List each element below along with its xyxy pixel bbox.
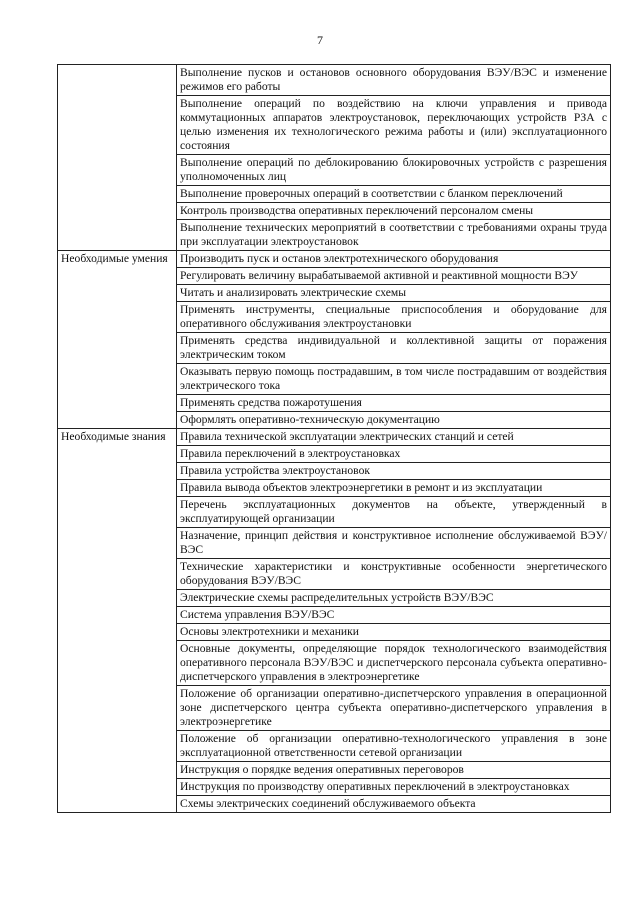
table-cell: Назначение, принцип действия и конструктивное исполнение обслуживаемой ВЭУ/ВЭС: [177, 528, 611, 559]
competency-table-body: [58, 65, 611, 813]
competency-table: [57, 64, 611, 813]
section-label: [58, 65, 177, 251]
table-row: [58, 429, 611, 446]
table-cell: Основы электротехники и механики: [177, 624, 611, 641]
table-cell: Выполнение операций по воздействию на ключи управления и привода коммутационных аппаратов электроустановок, переключающих устройств РЗА с целью изменения их технологического режима работы и (или) эксплуатационного состояния: [177, 96, 611, 155]
table-cell: Оформлять оперативно-техническую документацию: [177, 412, 611, 429]
table-cell: Контроль производства оперативных переключений персоналом смены: [177, 203, 611, 220]
section-label: Необходимые умения: [58, 251, 177, 429]
table-cell: Регулировать величину вырабатываемой активной и реактивной мощности ВЭУ: [177, 268, 611, 285]
table-cell: Основные документы, определяющие порядок технологического взаимодействия оперативного персонала ВЭУ/ВЭС и диспетчерского персонала субъекта оперативно-диспетчерского управления в электроэнергетике: [177, 641, 611, 686]
table-cell: Правила переключений в электроустановках: [177, 446, 611, 463]
table-cell: Система управления ВЭУ/ВЭС: [177, 607, 611, 624]
table-cell: Перечень эксплуатационных документов на объекте, утвержденный в эксплуатирующей организации: [177, 497, 611, 528]
table-cell: Правила вывода объектов электроэнергетики в ремонт и из эксплуатации: [177, 480, 611, 497]
table-cell: Выполнение пусков и остановов основного оборудования ВЭУ/ВЭС и изменение режимов его работы: [177, 65, 611, 96]
table-row: [58, 251, 611, 268]
table-cell: Выполнение проверочных операций в соответствии с бланком переключений: [177, 186, 611, 203]
page-number: 7: [317, 33, 323, 47]
table-cell: Технические характеристики и конструктивные особенности энергетического оборудования ВЭУ/ВЭС: [177, 559, 611, 590]
table-cell: Схемы электрических соединений обслуживаемого объекта: [177, 796, 611, 813]
table-cell: Инструкция о порядке ведения оперативных переговоров: [177, 762, 611, 779]
table-cell: Читать и анализировать электрические схемы: [177, 285, 611, 302]
table-cell: Правила устройства электроустановок: [177, 463, 611, 480]
section-label: Необходимые знания: [58, 429, 177, 813]
table-cell: Инструкция по производству оперативных переключений в электроустановках: [177, 779, 611, 796]
table-cell: Электрические схемы распределительных устройств ВЭУ/ВЭС: [177, 590, 611, 607]
table-cell: Применять инструменты, специальные приспособления и оборудование для оперативного обслуживания электроустановки: [177, 302, 611, 333]
table-cell: Производить пуск и останов электротехнического оборудования: [177, 251, 611, 268]
table-cell: Оказывать первую помощь пострадавшим, в том числе пострадавшим от воздействия электрического тока: [177, 364, 611, 395]
table-row: [58, 65, 611, 96]
table-cell: Положение об организации оперативно-технологического управления в зоне эксплуатационной ответственности сетевой организации: [177, 731, 611, 762]
table-cell: Положение об организации оперативно-диспетчерского управления в операционной зоне диспетчерского центра субъекта оперативно-диспетчерского управления в электроэнергетике: [177, 686, 611, 731]
table-cell: Применять средства пожаротушения: [177, 395, 611, 412]
table-cell: Применять средства индивидуальной и коллективной защиты от поражения электрическим током: [177, 333, 611, 364]
table-cell: Выполнение технических мероприятий в соответствии с требованиями охраны труда при эксплуатации электроустановок: [177, 220, 611, 251]
table-cell: Правила технической эксплуатации электрических станций и сетей: [177, 429, 611, 446]
table-cell: Выполнение операций по деблокированию блокировочных устройств с разрешения уполномоченных лиц: [177, 155, 611, 186]
